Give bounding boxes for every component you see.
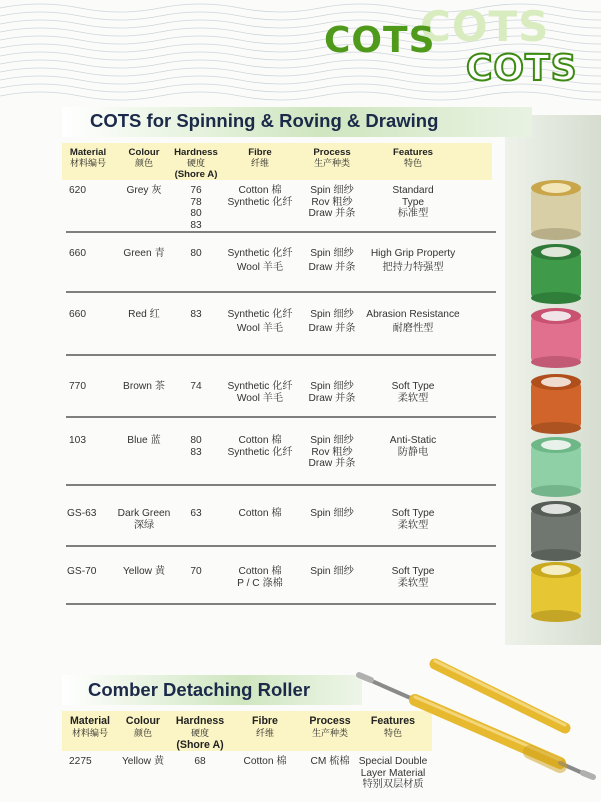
row7-features: Soft Type 柔软型 <box>391 566 435 589</box>
s2-row-process: CM 梳棉 <box>310 756 350 767</box>
s2-row-material: 2275 <box>69 756 92 767</box>
row6-process: Spin 细纱 <box>310 508 354 519</box>
row2-fibre: Synthetic 化纤 Wool 羊毛 <box>227 248 293 273</box>
row2-divider <box>66 291 496 293</box>
row1-hardness: 76 78 80 83 <box>190 185 202 231</box>
s2-header-process: Process 生产种类 <box>309 715 351 738</box>
row1-process: Spin 细纱 Rov 粗纱 Draw 并条 <box>308 185 356 219</box>
header-fibre: Fibre 纤维 <box>248 147 272 168</box>
header-hardness: Hardness 硬度 (Shore A) <box>174 147 218 180</box>
row5-features: Anti-Static 防静电 <box>389 435 437 458</box>
row5-process: Spin 细纱 Rov 粗纱 Draw 并条 <box>308 435 356 469</box>
row2-features: High Grip Property 把持力特强型 <box>370 248 456 273</box>
cot-image-green <box>530 243 582 305</box>
row7-material: GS-70 <box>67 566 97 577</box>
row6-colour: Dark Green 深绿 <box>117 508 171 531</box>
row2-process: Spin 细纱 Draw 并条 <box>308 248 356 273</box>
row6-features: Soft Type 柔软型 <box>391 508 435 531</box>
row1-divider <box>66 231 496 233</box>
row5-material: 103 <box>69 435 86 446</box>
row7-process: Spin 细纱 <box>310 566 354 577</box>
section2-title: Comber Detaching Roller <box>88 679 311 700</box>
row7-fibre: Cotton 棉 P / C 涤棉 <box>237 566 283 589</box>
row7-colour: Yellow 黄 <box>122 566 166 577</box>
s2-row-colour: Yellow 黄 <box>121 756 165 767</box>
row1-fibre: Cotton 棉 Synthetic 化纤 <box>227 185 293 208</box>
row3-features: Abrasion Resistance 耐磨性型 <box>366 309 460 334</box>
comber-roller-image <box>355 658 600 798</box>
row5-hardness: 80 83 <box>190 435 202 458</box>
header-process: Process 生产种类 <box>313 147 351 168</box>
row5-divider <box>66 484 496 486</box>
row4-hardness: 74 <box>190 381 202 392</box>
row5-fibre: Cotton 棉 Synthetic 化纤 <box>227 435 293 458</box>
s2-header-hardness: Hardness 硬度 (Shore A) <box>175 715 225 751</box>
row3-process: Spin 细纱 Draw 并条 <box>308 309 356 334</box>
row4-features: Soft Type 柔软型 <box>391 381 435 404</box>
row1-material: 620 <box>69 185 86 196</box>
cot-image-red <box>530 307 582 369</box>
row6-material: GS-63 <box>67 508 97 519</box>
header-features: Features 特色 <box>393 147 433 168</box>
row4-divider <box>66 416 496 418</box>
cot-image-brown <box>530 373 582 435</box>
row7-hardness: 70 <box>190 566 202 577</box>
row1-colour: Grey 灰 <box>126 185 162 196</box>
row2-hardness: 80 <box>190 248 202 259</box>
s2-header-material: Material 材料编号 <box>69 715 111 738</box>
row3-material: 660 <box>69 309 86 320</box>
row1-features: Standard Type 标准型 <box>392 185 434 219</box>
row6-fibre: Cotton 棉 <box>238 508 282 519</box>
s2-header-colour: Colour 颜色 <box>125 715 161 738</box>
s2-row-fibre: Cotton 棉 <box>243 756 287 767</box>
s2-header-fibre: Fibre 纤维 <box>252 715 278 738</box>
row3-hardness: 83 <box>190 309 202 320</box>
row2-material: 660 <box>69 248 86 259</box>
row3-colour: Red 红 <box>128 309 160 320</box>
row6-hardness: 63 <box>190 508 202 519</box>
cot-image-yellow <box>530 561 582 623</box>
row4-fibre: Synthetic 化纤 Wool 羊毛 <box>227 381 293 404</box>
cot-image-blue <box>530 436 582 498</box>
row3-divider <box>66 354 496 356</box>
s2-header-features: Features 特色 <box>370 715 416 738</box>
logo-ghost-text: COTS <box>420 2 550 51</box>
s2-row-features: Special Double Layer Material 特别双层材质 <box>358 756 428 790</box>
row2-colour: Green 青 <box>123 248 165 259</box>
row4-colour: Brown 茶 <box>123 381 165 392</box>
row3-fibre: Synthetic 化纤 Wool 羊毛 <box>227 309 293 334</box>
row4-process: Spin 细纱 Draw 并条 <box>308 381 356 404</box>
s2-row-hardness: 68 <box>194 756 206 767</box>
row5-colour: Blue 蓝 <box>127 435 161 446</box>
cot-image-grey <box>530 179 582 241</box>
cot-image-dark-green <box>530 500 582 562</box>
logo-main-text: COTS <box>324 20 436 61</box>
header-material: Material 材料编号 <box>69 147 107 168</box>
row7-divider <box>66 603 496 605</box>
row4-material: 770 <box>69 381 86 392</box>
section1-title: COTS for Spinning & Roving & Drawing <box>90 110 439 131</box>
logo-outline-text: COTS <box>466 48 578 89</box>
header-colour: Colour 颜色 <box>128 147 160 168</box>
row6-divider <box>66 545 496 547</box>
